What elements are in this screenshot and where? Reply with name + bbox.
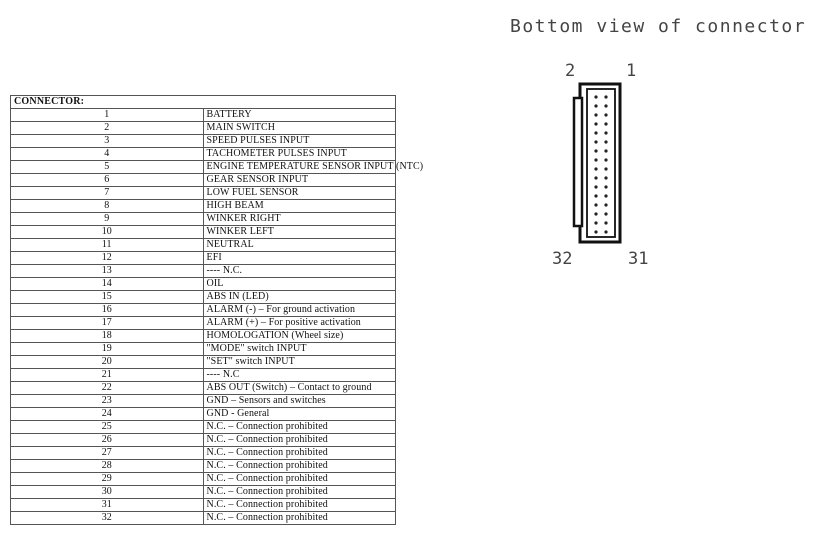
pin-number: 18	[11, 330, 204, 343]
pin-description: LOW FUEL SENSOR	[203, 187, 396, 200]
pin-description: ENGINE TEMPERATURE SENSOR INPUT (NTC)	[203, 161, 396, 174]
pin-number: 24	[11, 408, 204, 421]
pin-number: 31	[11, 499, 204, 512]
pin-description: WINKER LEFT	[203, 226, 396, 239]
pin-number: 23	[11, 395, 204, 408]
pin-number: 3	[11, 135, 204, 148]
table-header: CONNECTOR:	[11, 96, 396, 109]
table-row	[11, 499, 396, 512]
pin-number: 17	[11, 317, 204, 330]
table-row	[11, 187, 396, 200]
pin-label-top-left: 2	[565, 61, 576, 81]
table-row	[11, 447, 396, 460]
table-body	[11, 109, 424, 525]
connector-pin	[604, 122, 607, 125]
pin-number: 10	[11, 226, 204, 239]
pin-description: BATTERY	[203, 109, 396, 122]
connector-pin	[594, 122, 597, 125]
connector-pin	[594, 176, 597, 179]
table-row	[11, 135, 396, 148]
pin-description: TACHOMETER PULSES INPUT	[203, 148, 396, 161]
pin-description: WINKER RIGHT	[203, 213, 396, 226]
connector-pin	[594, 194, 597, 197]
connector-pin	[594, 185, 597, 188]
pin-number: 8	[11, 200, 204, 213]
connector-pin	[594, 221, 597, 224]
connector-pin	[594, 149, 597, 152]
connector-pin	[604, 230, 607, 233]
connector-pin	[604, 113, 607, 116]
table-row	[11, 421, 396, 434]
pin-number: 15	[11, 291, 204, 304]
pin-description: HOMOLOGATION (Wheel size)	[203, 330, 396, 343]
pin-description: N.C. – Connection prohibited	[203, 499, 396, 512]
pin-number: 27	[11, 447, 204, 460]
connector-pin	[604, 149, 607, 152]
pin-description: ALARM (+) – For positive activation	[203, 317, 396, 330]
pin-number: 16	[11, 304, 204, 317]
pin-description: N.C. – Connection prohibited	[203, 434, 396, 447]
pin-number: 1	[11, 109, 204, 122]
table-row	[11, 174, 396, 187]
pin-description: ABS OUT (Switch) – Contact to ground	[203, 382, 396, 395]
table-header-row	[11, 96, 396, 109]
pin-number: 21	[11, 369, 204, 382]
table-row	[11, 161, 396, 174]
pin-label-bottom-left: 32	[552, 249, 573, 269]
table-row	[11, 356, 396, 369]
pin-description: NEUTRAL	[203, 239, 396, 252]
table-row	[11, 460, 396, 473]
table-row	[11, 434, 396, 447]
pin-number: 2	[11, 122, 204, 135]
pin-description: ABS IN (LED)	[203, 291, 396, 304]
pin-number: 22	[11, 382, 204, 395]
pin-description: ---- N.C	[203, 369, 396, 382]
connector-pin	[594, 113, 597, 116]
pin-description: GEAR SENSOR INPUT	[203, 174, 396, 187]
connector-pin	[594, 104, 597, 107]
pin-number: 9	[11, 213, 204, 226]
pin-description: N.C. – Connection prohibited	[203, 486, 396, 499]
pin-description: SPEED PULSES INPUT	[203, 135, 396, 148]
pin-label-top-right: 1	[626, 61, 637, 81]
connector-pin	[604, 221, 607, 224]
connector-pin	[604, 167, 607, 170]
table-row	[11, 239, 396, 252]
pin-number: 29	[11, 473, 204, 486]
table-row	[11, 330, 396, 343]
table-row	[11, 343, 396, 356]
table-row	[11, 382, 396, 395]
table-row	[11, 473, 396, 486]
table-row	[11, 304, 396, 317]
pin-number: 20	[11, 356, 204, 369]
table-row	[11, 512, 396, 525]
pin-number: 14	[11, 278, 204, 291]
table-row	[11, 148, 396, 161]
pin-label-bottom-right: 31	[628, 249, 649, 269]
pin-description: ---- N.C.	[203, 265, 396, 278]
pin-description: N.C. – Connection prohibited	[203, 512, 396, 525]
connector-pin	[604, 203, 607, 206]
pin-number: 12	[11, 252, 204, 265]
connector-pin	[594, 230, 597, 233]
table-row	[11, 317, 396, 330]
pin-number: 19	[11, 343, 204, 356]
diagram-title: Bottom view of connector	[510, 16, 807, 37]
pin-number: 32	[11, 512, 204, 525]
pin-description: N.C. – Connection prohibited	[203, 421, 396, 434]
pin-number: 5	[11, 161, 204, 174]
connector-pin	[594, 203, 597, 206]
pin-description: HIGH BEAM	[203, 200, 396, 213]
connector-pin	[594, 131, 597, 134]
table-row	[11, 109, 396, 122]
connector-pin	[604, 131, 607, 134]
connector-pin	[594, 212, 597, 215]
table-row	[11, 278, 396, 291]
pin-number: 7	[11, 187, 204, 200]
pin-description: ALARM (-) – For ground activation	[203, 304, 396, 317]
connector-pin	[594, 140, 597, 143]
connector-pin	[604, 158, 607, 161]
connector-pin	[604, 140, 607, 143]
pin-number: 13	[11, 265, 204, 278]
pin-description: "SET" switch INPUT	[203, 356, 396, 369]
connector-pin	[594, 95, 597, 98]
pin-description: N.C. – Connection prohibited	[203, 447, 396, 460]
connector-diagram	[560, 76, 640, 256]
connector-pin	[604, 194, 607, 197]
pin-number: 4	[11, 148, 204, 161]
connector-inner-housing	[587, 89, 615, 237]
pin-description: OIL	[203, 278, 396, 291]
pin-description: GND – Sensors and switches	[203, 395, 396, 408]
pin-number: 6	[11, 174, 204, 187]
pin-number: 11	[11, 239, 204, 252]
pin-number: 25	[11, 421, 204, 434]
table-row	[11, 395, 396, 408]
table-row	[11, 200, 396, 213]
pin-number: 28	[11, 460, 204, 473]
connector-pin	[604, 212, 607, 215]
connector-pin	[594, 158, 597, 161]
connector-pinout-table	[10, 95, 424, 525]
pin-number: 26	[11, 434, 204, 447]
connector-pin	[604, 95, 607, 98]
table-row	[11, 369, 396, 382]
pin-description: GND - General	[203, 408, 396, 421]
table-row	[11, 252, 396, 265]
table-row	[11, 486, 396, 499]
table-row	[11, 265, 396, 278]
table-row	[11, 213, 396, 226]
table-row	[11, 226, 396, 239]
connector-pin	[594, 167, 597, 170]
pin-number: 30	[11, 486, 204, 499]
pin-description: N.C. – Connection prohibited	[203, 460, 396, 473]
connector-pin	[604, 185, 607, 188]
connector-latch	[574, 98, 582, 226]
table-row	[11, 291, 396, 304]
table-row	[11, 122, 396, 135]
pin-description: "MODE" switch INPUT	[203, 343, 396, 356]
connector-pin	[604, 176, 607, 179]
pin-description: EFI	[203, 252, 396, 265]
table-row	[11, 408, 396, 421]
connector-pin	[604, 104, 607, 107]
pin-description: MAIN SWITCH	[203, 122, 396, 135]
pin-description: N.C. – Connection prohibited	[203, 473, 396, 486]
